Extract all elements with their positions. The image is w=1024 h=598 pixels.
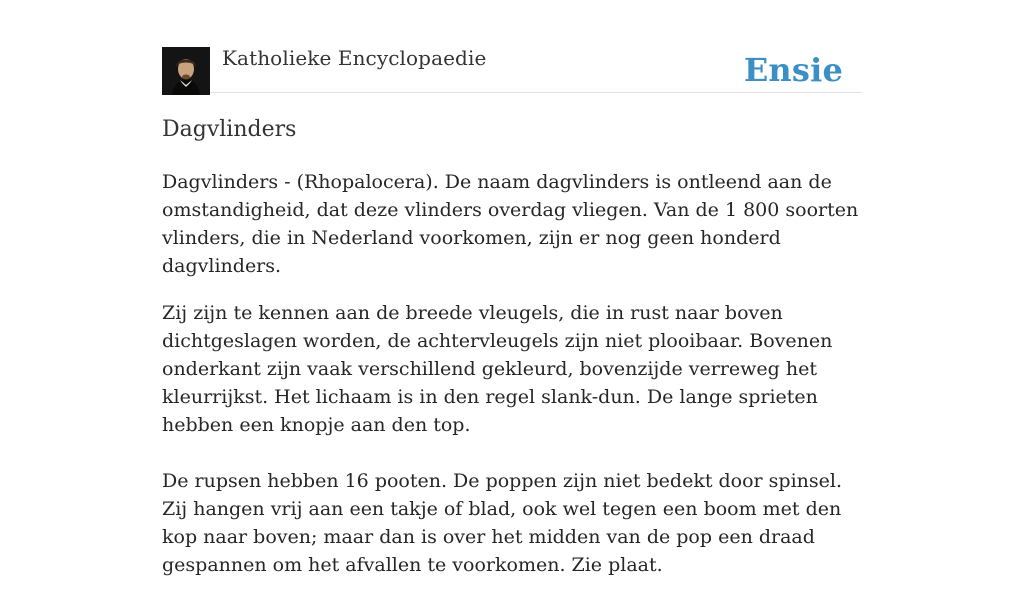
- article-body: [162, 168, 862, 598]
- portrait-avatar-icon[interactable]: [162, 47, 210, 95]
- article-paragraph: Zij zijn te kennen aan de breede vleugels, die in rust naar boven dichtgeslagen worden, de achtervleugels zijn niet plooibaar. Bovenen onderkant zijn vaak verschillend gekleurd, bovenzijde verreweg het kleurrijkst. Het lichaam is in den regel slank-dun. De lange sprieten hebben een knopje aan den top. De rupsen hebben 16 pooten. De poppen zijn niet bedekt door spinsel. Zij hangen vrij aan een takje of blad, ook wel tegen een boom met den kop naar boven; maar dan is over het midden van de pop een draad gespannen om het afvallen te voorkomen. Zie plaat.: [162, 302, 843, 576]
- site-name[interactable]: Katholieke Encyclopaedie: [222, 46, 487, 70]
- page-title: Dagvlinders: [162, 117, 297, 142]
- article-paragraph: Dagvlinders - (Rhopalocera). De naam dagvlinders is ontleend aan de omstandigheid, dat deze vlinders overdag vliegen. Van de 1 800 soorten vlinders, die in Nederland voorkomen, zijn er nog geen honderd dagvlinders.: [162, 171, 859, 277]
- portrait-avatar-svg: [162, 47, 210, 95]
- site-header: [162, 46, 862, 93]
- brand-logo[interactable]: Ensie: [743, 51, 843, 89]
